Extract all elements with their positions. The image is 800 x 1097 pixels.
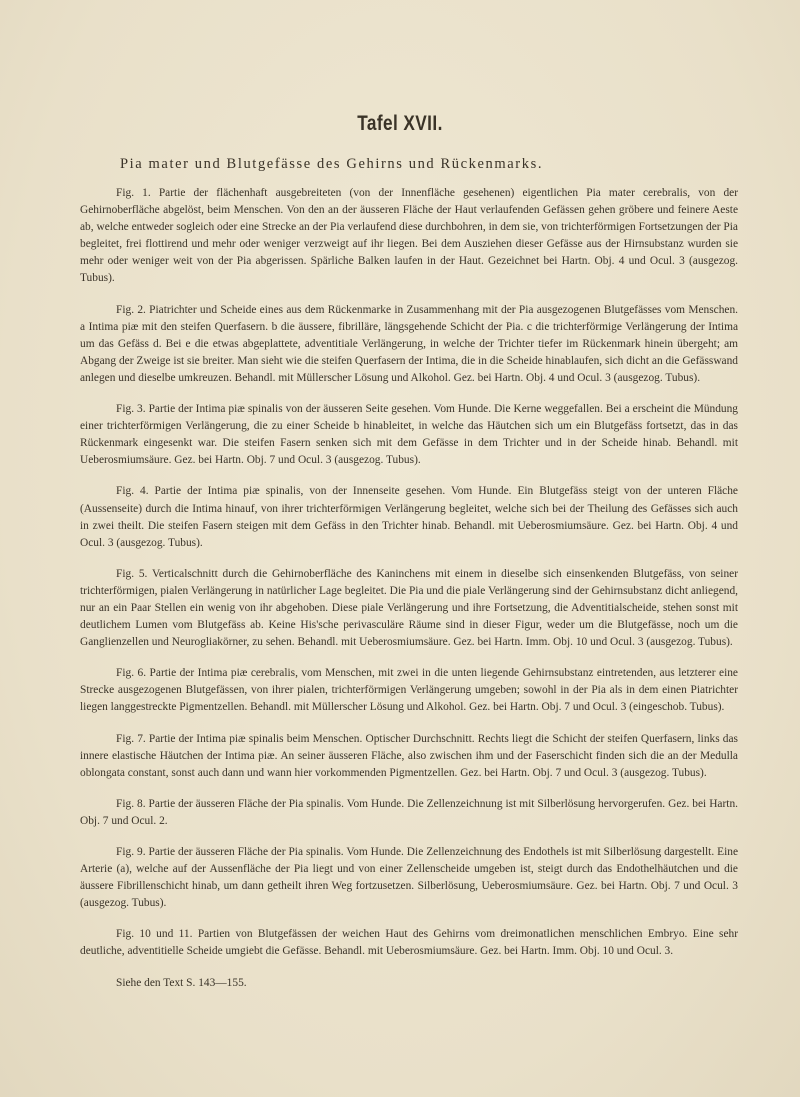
fig-3-description: Fig. 3. Partie der Intima piæ spinalis von der äusseren Seite gesehen. Vom Hunde. Die Kerne weggefallen. Bei a erscheint die Mündung einer trichterförmigen Verlängerung, die zu einer Scheide b hinableitet, in welche das Häutchen sich um ein Blutgefäss fortsetzt, das in das Rückenmark eingesenkt war. Die steifen Fasern senken sich mit dem Gefässe in dem Trichter und in der Scheide hinab. Behandl. mit Ueberosmiumsäure. Gez. bei Hartn. Obj. 7 und Ocul. 3 (ausgezog. Tubus). [80,403,738,467]
fig-10-11-description: Fig. 10 und 11. Partien von Blutgefässen der weichen Haut des Gehirns vom dreimonatlichen menschlichen Embryo. Eine sehr deutliche, adventitielle Scheide umgiebt die Gefässe. Behandl. mit Ueberosmiumsäure. Gez. bei Hartn. Imm. Obj. 10 und Ocul. 3. [80,928,738,958]
fig-2-description: Fig. 2. Piatrichter und Scheide eines aus dem Rückenmarke in Zusammenhang mit der Pia ausgezogenen Blutgefässes vom Menschen. a Intima piæ mit den steifen Querfasern. b die äussere, fibrilläre, längsgehende Schicht der Pia. c die trichterförmige Verlängerung der Intima um das Gefäss d. Bei e die etwas abgeplattete, adventitiale Verlängerung, in welche der Trichter tiefer im Rückenmark hinein übergeht; am Abgang der Zweige ist sie breiter. Man sieht wie die steifen Querfasern der Intima, die in die Scheide hinablaufen, sich dicht an die Gefässwand anlegen und dieselbe umkreuzen. Behandl. mit Müllerscher Lösung und Alkohol. Gez. bei Hartn. Obj. 4 und Ocul. 3 (ausgezog. Tubus). [80,303,738,384]
page-subtitle: Pia mater und Blutgefässe des Gehirns und Rückenmarks. [120,156,544,172]
fig-1-description: Fig. 1. Partie der flächenhaft ausgebreiteten (von der Innenfläche gesehenen) eigentlichen Pia mater cerebralis, von der Gehirnoberfläche abgelöst, beim Menschen. Von den an der äusseren Fläche der Haut verlaufenden Gefässen gehen gröbere und feinere Aeste ab, welche entweder sogleich oder eine Strecke an der Pia verlaufend diese durchbohren, in dem sie, von trichterförmigen Fortsetzungen der Pia begleitet, frei flottirend und mehr oder weniger verzweigt auf ihr liegen. Bei dem Ausziehen dieser Gefässe aus der Hirnsubstanz wurden sie mehr oder weniger weit von der Pia abgerissen. Spärliche Balken laufen in der Haut. Gezeichnet bei Hartn. Obj. 4 und Ocul. 3 (ausgezog. Tubus). [80,187,738,285]
fig-7-description: Fig. 7. Partie der Intima piæ spinalis beim Menschen. Optischer Durchschnitt. Rechts liegt die Schicht der steifen Querfasern, links das innere elastische Häutchen der Intima piæ. An seiner äusseren Fläche, also zwischen ihm und der Faserschicht finden sich die an der Medulla oblongata constant, sonst auch dann und wann hier vorkommenden Pigmentzellen. Gez. bei Hartn. Obj. 7 und Ocul. 3 (ausgezog. Tubus). [80,732,738,779]
fig-5-description: Fig. 5. Verticalschnitt durch die Gehirnoberfläche des Kaninchens mit einem in dieselbe sich einsenkenden Blutgefäss, von seiner trichterförmigen, pialen Verlängerung in natürlicher Lage begleitet. Die Pia und die piale Verlängerung sind der Gehirnsubstanz dicht anliegend, nur an ein Paar Stellen ein wenig von ihr abgehoben. Diese piale Verlängerung und ihre Fortsetzung, die Adventitialscheide, stehen sonst mit deutlichem Lumen vom Blutgefäss ab. Keine His'sche perivasculäre Räume sind in dieser Figur, weder um die Blutgefässe, noch um die Ganglienzellen und Neurogliakörner, zu sehen. Behandl. mit Ueberosmiumsäure. Gez. bei Hartn. Imm. Obj. 10 und Ocul. 3 (ausgezog. Tubus). [80,567,738,649]
text-reference: Siehe den Text S. 143—155. [116,976,247,989]
fig-6-description: Fig. 6. Partie der Intima piæ cerebralis, vom Menschen, mit zwei in die unten liegende Gehirnsubstanz eintretenden, aus letzterer eine Strecke ausgezogenen Blutgefässen, von ihrer pialen, trichterförmigen Verlängerung umgeben; sowohl in der Pia als in dem einen Piatrichter liegen langgestreckte Pigmentzellen. Behandl. mit Müllerscher Lösung und Alkohol. Gez. bei Hartn. Obj. 7 und Ocul. 3 (eingeschob. Tubus). [80,667,738,714]
page-title: Tafel XVII. [357,112,443,135]
fig-4-description: Fig. 4. Partie der Intima piæ spinalis, von der Innenseite gesehen. Vom Hunde. Ein Blutgefäss steigt von der unteren Fläche (Aussenseite) durch die Intima hinauf, von ihrer trichterförmigen Verlängerung begleitet, welche sich bei der Theilung des Gefässes sich auch in zwei theilt. Die steifen Fasern steigen mit dem Gefäss in den Trichter hinab. Behandl. mit Ueberosmiumsäure. Gez. bei Hartn. Obj. 4 und Ocul. 3 (ausgezog. Tubus). [80,485,738,549]
figure-descriptions [80,185,738,992]
fig-9-description: Fig. 9. Partie der äusseren Fläche der Pia spinalis. Vom Hunde. Die Zellenzeichnung des Endothels ist mit Silberlösung dargestellt. Eine Arterie (a), welche auf der Aussenfläche der Pia liegt und von einer Zellenscheide umgeben ist, steigt durch das Endothelhäutchen und die äussere Fibrillenschicht hinab, um dann getheilt ihren Weg fortzusetzen. Silberlösung, Ueberosmiumsäure. Gez. bei Hartn. Obj. 7 und Ocul. 3 (ausgezog. Tubus). [80,846,738,910]
fig-8-description: Fig. 8. Partie der äusseren Fläche der Pia spinalis. Vom Hunde. Die Zellenzeichnung ist mit Silberlösung hervorgerufen. Gez. bei Hartn. Obj. 7 und Ocul. 2. [80,797,738,827]
